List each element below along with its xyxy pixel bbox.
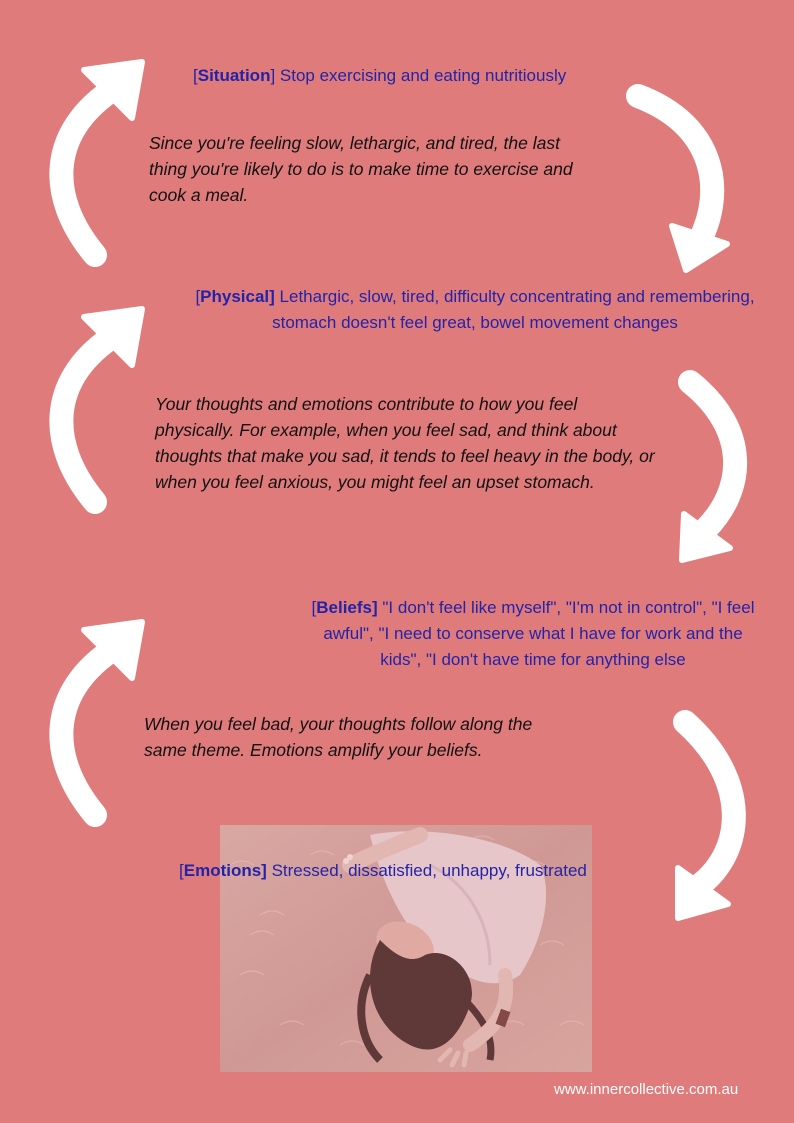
situation-label: Situation	[197, 66, 271, 85]
physical-heading	[188, 284, 762, 336]
arrow-left-2	[61, 309, 142, 502]
situation-text: Stop exercising and eating nutritiously	[275, 66, 567, 85]
beliefs-label: Beliefs]	[316, 598, 378, 617]
physical-text: Lethargic, slow, tired, difficulty concentrating and remembering, stomach doesn't feel great, bowel movement changes	[272, 287, 755, 332]
beliefs-text: "I don't feel like myself", "I'm not in control", "I feel awful", "I need to conserve what I have for work and the kids", "I don't have time for anything else	[323, 598, 755, 669]
situation-heading	[193, 63, 653, 89]
arrow-right-2	[682, 382, 735, 560]
emotions-bracket-open: [	[179, 861, 184, 880]
arrow-right-1	[638, 96, 727, 270]
beliefs-heading	[306, 595, 760, 673]
footer-url[interactable]: www.innercollective.com.au	[554, 1081, 739, 1098]
physical-label: Physical]	[200, 287, 275, 306]
situation-description: Since you're feeling slow, lethargic, and tired, the last thing you're likely to do is to make time to exercise and cook a meal.	[149, 133, 573, 205]
arrow-left-3	[61, 622, 142, 815]
arrow-right-3	[678, 722, 734, 918]
beliefs-bracket-open: [	[311, 598, 317, 617]
situation-bracket-close: ]	[270, 66, 276, 85]
situation-bracket-open: [	[193, 66, 198, 85]
physical-bracket-open: [	[195, 287, 201, 306]
emotions-label: Emotions]	[183, 861, 267, 880]
emotions-text: Stressed, dissatisfied, unhappy, frustrated	[266, 861, 587, 880]
arrow-left-1	[61, 62, 142, 255]
emotions-heading	[179, 858, 649, 884]
physical-description: Your thoughts and emotions contribute to how you feel physically. For example, when you feel sad, and think about thoughts that make you sad, it tends to feel heavy in the body, or when you feel anxious, you might feel an upset stomach.	[155, 394, 655, 492]
beliefs-description: When you feel bad, your thoughts follow along the same theme. Emotions amplify your beliefs.	[144, 714, 533, 760]
